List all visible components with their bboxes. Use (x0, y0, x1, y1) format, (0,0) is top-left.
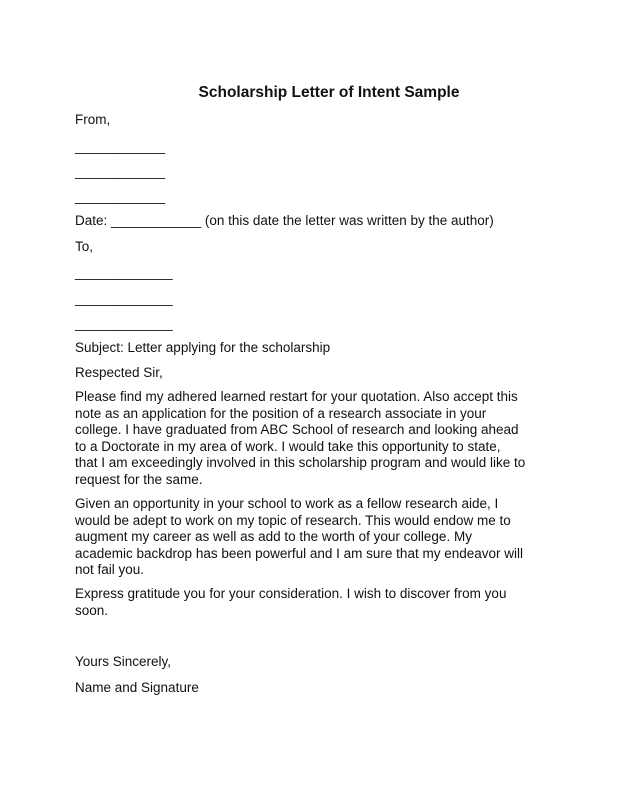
from-label: From, (75, 112, 111, 127)
signature-line: Name and Signature (75, 680, 199, 695)
subject-line: Subject: Letter applying for the scholarship (75, 340, 331, 355)
to-line-3: _____________ (75, 316, 173, 331)
body-paragraph-2: Given an opportunity in your school to work as a fellow research aide, I would be adept to work on my topic of research. This would endow me to augment my career as well as add to the worth of your college. My academic backdrop has been powerful and I am sure that my endeavor will not fail you. (75, 496, 523, 578)
closing: Yours Sincerely, (75, 654, 172, 669)
page-title: Scholarship Letter of Intent Sample (198, 84, 460, 101)
from-line-1: ____________ (75, 139, 166, 154)
to-line-1: _____________ (75, 265, 173, 280)
from-line-2: ____________ (75, 164, 166, 179)
salutation: Respected Sir, (75, 365, 163, 380)
body-paragraph-1: Please find my adhered learned restart for your quotation. Also accept this note as an application for the position of a research associate in your college. I have graduated from ABC School of research and looking ahead to a Doctorate in my area of work. I would take this opportunity to state, that I am exceedingly involved in this scholarship program and would like to request for the same. (75, 389, 526, 487)
to-label: To, (75, 239, 94, 254)
body-paragraph-3: Express gratitude you for your consideration. I wish to discover from you soon. (75, 586, 507, 618)
from-line-3: ____________ (75, 189, 166, 204)
date-line: Date: ____________ (on this date the letter was written by the author) (75, 213, 494, 228)
to-line-2: _____________ (75, 291, 173, 306)
